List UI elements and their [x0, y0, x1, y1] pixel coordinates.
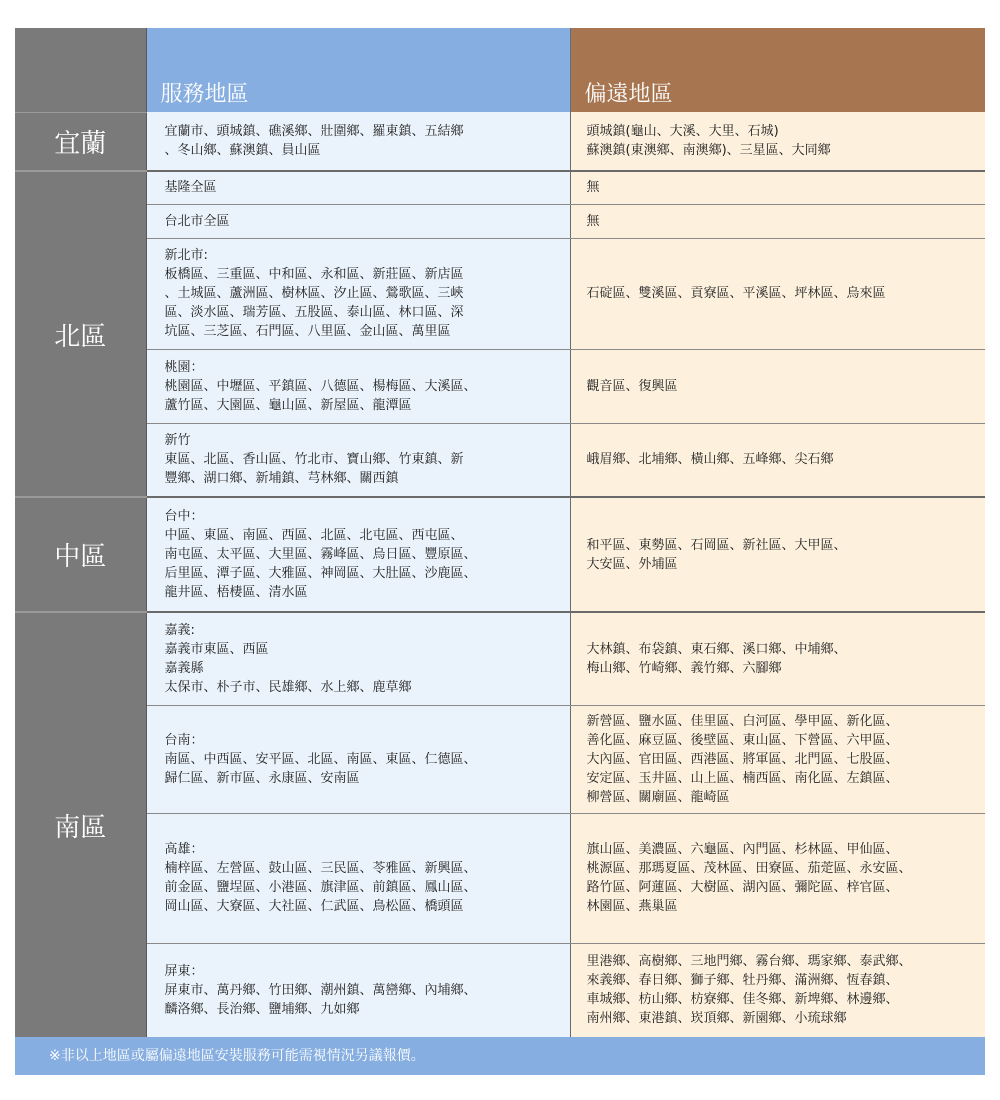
service-area-cell: 台中： 中區、東區、南區、西區、北區、北屯區、西屯區、 南屯區、太平區、大里區、霧峰區、烏日區、豐原區、 后里區、潭子區、大雅區、神岡區、大肚區、沙鹿區、 龍井區、梧棲區、清水區 [146, 497, 570, 612]
table-row [15, 497, 985, 612]
table-row [15, 423, 985, 497]
service-area-cell: 台南： 南區、中西區、安平區、北區、南區、東區、仁德區、 歸仁區、新市區、永康區、安南區 [146, 705, 570, 813]
footer-note: ※非以上地區或屬偏遠地區安裝服務可能需視情況另議報價。 [15, 1037, 985, 1075]
region-central: 中區 [15, 497, 146, 612]
table-row [15, 349, 985, 423]
service-area-cell: 新北市: 板橋區、三重區、中和區、永和區、新莊區、新店區 、土城區、蘆洲區、樹林區、汐止區、鶯歌區、三峽 區、淡水區、瑞芳區、五股區、泰山區、林口區、深 坑區、三芝區、石門區、八里區、金山區、萬里區 [146, 238, 570, 349]
remote-area-cell: 頭城鎮(龜山、大溪、大里、石城) 蘇澳鎮(東澳鄉、南澳鄉)、三星區、大同鄉 [570, 112, 985, 171]
service-area-cell: 桃園： 桃園區、中壢區、平鎮區、八德區、楊梅區、大溪區、 蘆竹區、大園區、龜山區、新屋區、龍潭區 [146, 349, 570, 423]
table-row [15, 171, 985, 204]
region-south: 南區 [15, 612, 146, 1038]
service-area-cell: 台北市全區 [146, 204, 570, 238]
remote-area-cell: 新營區、鹽水區、佳里區、白河區、學甲區、新化區、 善化區、麻豆區、後壁區、東山區、下營區、六甲區、 大內區、官田區、西港區、將軍區、北門區、七股區、 安定區、玉井區、山上區、楠西區、南化區、左鎮區、 柳營區、關廟區、龍崎區 [570, 705, 985, 813]
remote-area-cell: 峨眉鄉、北埔鄉、橫山鄉、五峰鄉、尖石鄉 [570, 423, 985, 497]
service-area-table [15, 28, 985, 1039]
remote-area-cell: 大林鎮、布袋鎮、東石鄉、溪口鄉、中埔鄉、 梅山鄉、竹崎鄉、義竹鄉、六腳鄉 [570, 612, 985, 705]
remote-area-header: 偏遠地區 [570, 28, 985, 112]
service-area-cell: 高雄： 楠梓區、左營區、鼓山區、三民區、苓雅區、新興區、 前金區、鹽埕區、小港區、旗津區、前鎮區、鳳山區、 岡山區、大寮區、大社區、仁武區、鳥松區、橋頭區 [146, 813, 570, 943]
region-north: 北區 [15, 171, 146, 497]
table-row [15, 112, 985, 171]
remote-area-cell: 無 [570, 204, 985, 238]
table-row [15, 813, 985, 943]
service-area-cell: 基隆全區 [146, 171, 570, 204]
remote-area-cell: 旗山區、美濃區、六龜區、內門區、杉林區、甲仙區、 桃源區、那瑪夏區、茂林區、田寮區、茄萣區、永安區、 路竹區、阿蓮區、大樹區、湖內區、彌陀區、梓官區、 林園區、燕巢區 [570, 813, 985, 943]
remote-area-cell: 和平區、東勢區、石岡區、新社區、大甲區、 大安區、外埔區 [570, 497, 985, 612]
remote-area-cell: 石碇區、雙溪區、貢寮區、平溪區、坪林區、烏來區 [570, 238, 985, 349]
table-row [15, 705, 985, 813]
service-area-cell: 嘉義: 嘉義市東區、西區 嘉義縣 太保市、朴子市、民雄鄉、水上鄉、鹿草鄉 [146, 612, 570, 705]
remote-area-cell: 里港鄉、高樹鄉、三地門鄉、霧台鄉、瑪家鄉、泰武鄉、 來義鄉、春日鄉、獅子鄉、牡丹鄉、滿洲鄉、恆春鎮、 車城鄉、枋山鄉、枋寮鄉、佳冬鄉、新埤鄉、林邊鄉、 南州鄉、東港鎮、崁頂鄉、新園鄉、小琉球鄉 [570, 943, 985, 1038]
header-corner [15, 28, 146, 112]
table-row [15, 204, 985, 238]
service-area-cell: 宜蘭市、頭城鎮、礁溪鄉、壯圍鄉、羅東鎮、五結鄉 、冬山鄉、蘇澳鎮、員山區 [146, 112, 570, 171]
remote-area-cell: 無 [570, 171, 985, 204]
service-area-cell: 新竹 東區、北區、香山區、竹北市、寶山鄉、竹東鎮、新 豐鄉、湖口鄉、新埔鎮、芎林鄉、關西鎮 [146, 423, 570, 497]
table-row [15, 238, 985, 349]
table-header-row [15, 28, 985, 112]
region-yilan: 宜蘭 [15, 112, 146, 171]
service-area-cell: 屏東： 屏東市、萬丹鄉、竹田鄉、潮州鎮、萬巒鄉、內埔鄉、 麟洛鄉、長治鄉、鹽埔鄉、九如鄉 [146, 943, 570, 1038]
remote-area-cell: 觀音區、復興區 [570, 349, 985, 423]
table-row [15, 612, 985, 705]
table-row [15, 943, 985, 1038]
service-area-header: 服務地區 [146, 28, 570, 112]
